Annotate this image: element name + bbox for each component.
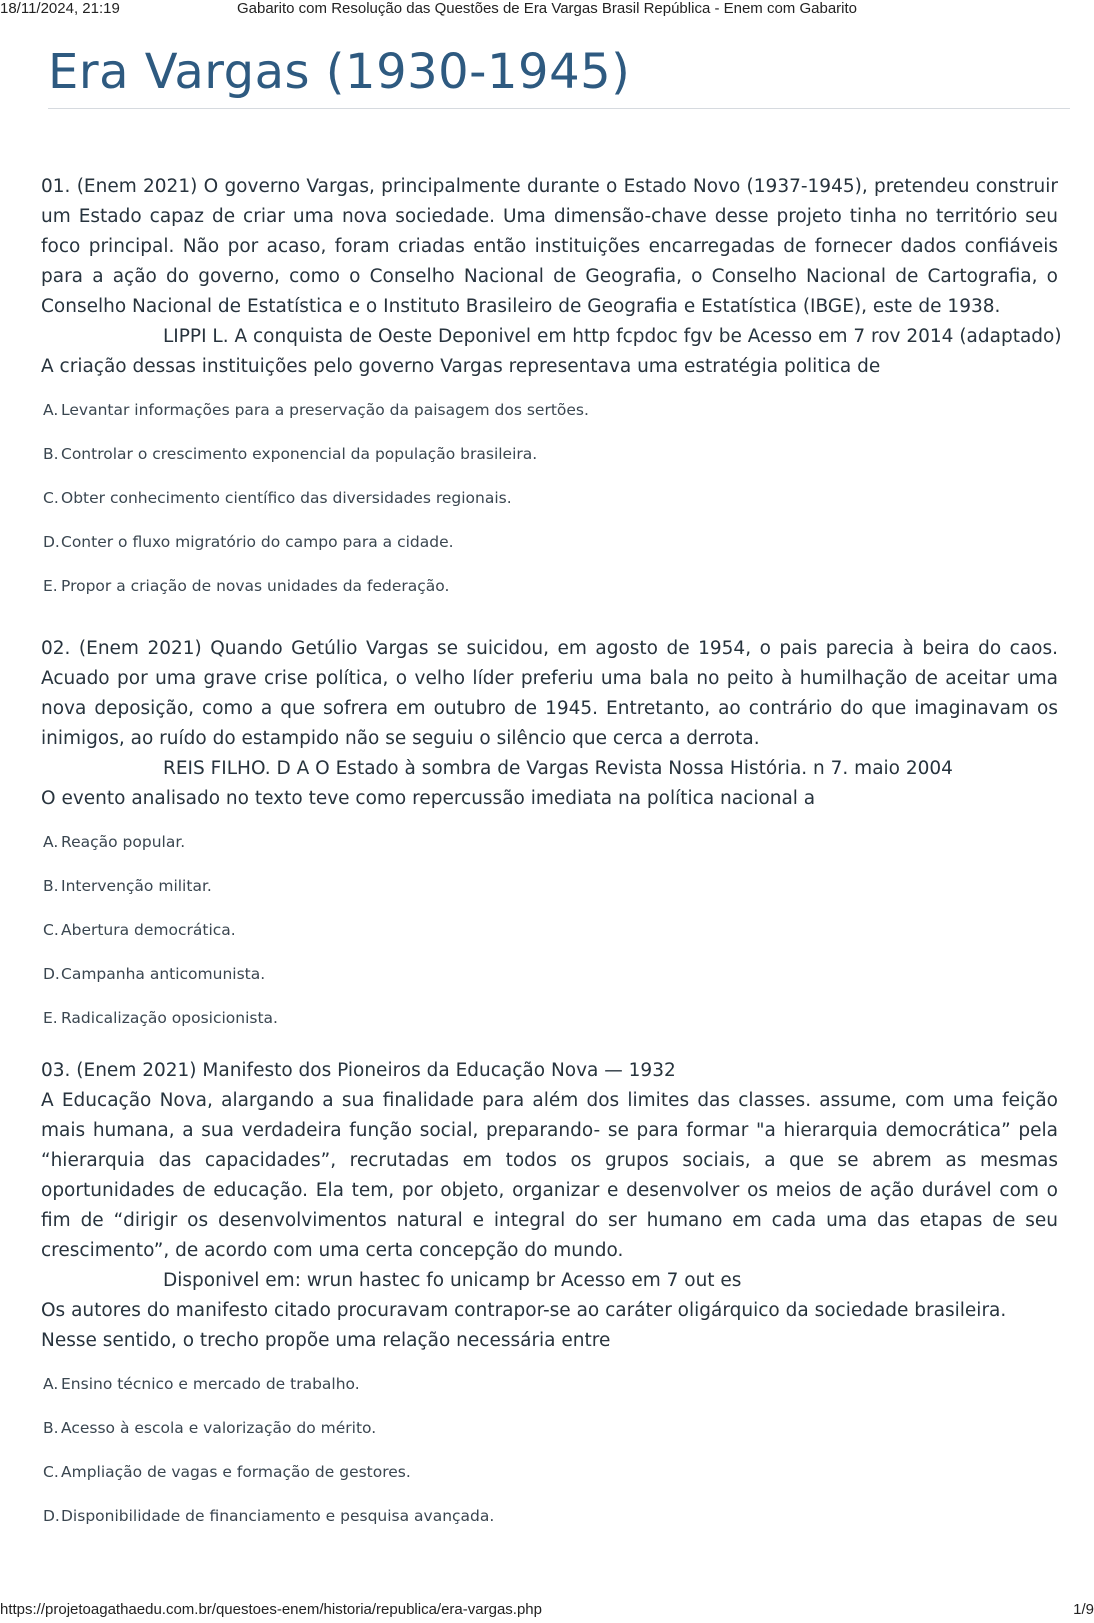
option-e[interactable] <box>41 564 1058 608</box>
option-text: Intervenção militar. <box>61 877 212 895</box>
option-letter: A. <box>43 1375 59 1393</box>
question-02 <box>41 634 1058 1040</box>
page-title: Era Vargas (1930-1945) <box>48 44 631 100</box>
page-number: 1/9 <box>1073 1601 1094 1618</box>
option-letter: A. <box>43 833 59 851</box>
option-letter: B. <box>43 877 59 895</box>
option-a[interactable] <box>41 1362 1058 1406</box>
option-b[interactable] <box>41 432 1058 476</box>
option-text: Ensino técnico e mercado de trabalho. <box>61 1375 360 1393</box>
question-prompt: Nesse sentido, o trecho propõe uma relação necessária entre <box>41 1330 611 1351</box>
option-d[interactable] <box>41 952 1058 996</box>
option-text: Reação popular. <box>61 833 186 851</box>
question-text: 01. (Enem 2021) O governo Vargas, principalmente durante o Estado Novo (1937-1945), pretendeu construir um Estado capaz de criar uma nova sociedade. Uma dimensão-chave desse projeto tinha no território seu foco principal. Não por acaso, foram criadas então instituições encarregadas de fornecer dados confiáveis para a ação do governo, como o Conselho Nacional de Geografia, o Conselho Nacional de Cartografia, o Conselho Nacional de Estatística e o Instituto Brasileiro de Geografia e Estatística (IBGE), este de 1938. <box>41 176 1058 317</box>
page-url[interactable]: https://projetoagathaedu.com.br/questoes-enem/historia/republica/era-vargas.php <box>0 1601 542 1618</box>
question-prompt: Os autores do manifesto citado procuravam contrapor-se ao caráter oligárquico da sociedade brasileira. <box>41 1300 1007 1321</box>
question-source: Disponivel em: wrun hastec fo unicamp br Acesso em 7 out es <box>163 1270 742 1291</box>
option-letter: D. <box>43 965 60 983</box>
question-text: A Educação Nova, alargando a sua finalidade para além dos limites das classes. assume, com uma feição mais humana, a sua verdadeira função social, preparando- se para formar "a hierarquia democrática” pela “hierarquia das capacidades”, recrutadas em todos os grupos sociais, a que se abrem as mesmas oportunidades de educação. Ela tem, por objeto, organizar e desenvolver os meios de ação durável com o fim de “dirigir os desenvolvimentos natural e integral do ser humano em cada uma das etapas de seu crescimento”, de acordo com uma certa concepção do mundo. <box>41 1090 1058 1261</box>
option-a[interactable] <box>41 820 1058 864</box>
option-letter: A. <box>43 401 59 419</box>
option-text: Campanha anticomunista. <box>61 965 266 983</box>
option-letter: C. <box>43 489 59 507</box>
print-datetime: 18/11/2024, 21:19 <box>0 0 120 17</box>
option-text: Abertura democrática. <box>61 921 236 939</box>
question-source: LIPPI L. A conquista de Oeste Deponivel em http fcpdoc fgv be Acesso em 7 rov 2014 (adaptado) <box>163 326 1062 347</box>
option-d[interactable] <box>41 520 1058 564</box>
option-text: Conter o fluxo migratório do campo para a cidade. <box>61 533 454 551</box>
option-letter: D. <box>43 1507 60 1525</box>
option-letter: B. <box>43 445 59 463</box>
answer-options <box>41 1362 1058 1538</box>
option-b[interactable] <box>41 864 1058 908</box>
option-text: Ampliação de vagas e formação de gestores. <box>61 1463 411 1481</box>
print-document-title: Gabarito com Resolução das Questões de Era Vargas Brasil República - Enem com Gabarito <box>236 0 858 17</box>
answer-options <box>41 820 1058 1040</box>
print-header <box>0 0 1094 20</box>
option-text: Disponibilidade de financiamento e pesquisa avançada. <box>61 1507 495 1525</box>
option-letter: E. <box>43 1009 58 1027</box>
option-letter: B. <box>43 1419 59 1437</box>
question-03 <box>41 1056 1058 1538</box>
option-b[interactable] <box>41 1406 1058 1450</box>
option-c[interactable] <box>41 908 1058 952</box>
question-01 <box>41 172 1062 608</box>
option-text: Propor a criação de novas unidades da federação. <box>61 577 450 595</box>
option-letter: E. <box>43 577 58 595</box>
option-text: Radicalização oposicionista. <box>61 1009 278 1027</box>
print-footer <box>0 1601 1094 1621</box>
option-text: Levantar informações para a preservação da paisagem dos sertões. <box>61 401 589 419</box>
option-letter: C. <box>43 921 59 939</box>
answer-options <box>41 388 1058 608</box>
option-c[interactable] <box>41 1450 1058 1494</box>
question-text: 02. (Enem 2021) Quando Getúlio Vargas se suicidou, em agosto de 1954, o pais parecia à beira do caos. Acuado por uma grave crise política, o velho líder preferiu uma bala no peito à humilhação de aceitar uma nova deposição, como a que sofrera em outubro de 1945. Entretanto, ao contrário do que imaginavam os inimigos, ao ruído do estampido não se seguiu o silêncio que cerca a derrota. <box>41 638 1058 749</box>
option-c[interactable] <box>41 476 1058 520</box>
question-prompt: A criação dessas instituições pelo governo Vargas representava uma estratégia politica de <box>41 356 881 377</box>
option-letter: C. <box>43 1463 59 1481</box>
question-prompt: O evento analisado no texto teve como repercussão imediata na política nacional a <box>41 788 816 809</box>
question-source: REIS FILHO. D A O Estado à sombra de Vargas Revista Nossa História. n 7. maio 2004 <box>163 758 953 779</box>
option-text: Acesso à escola e valorização do mérito. <box>61 1419 377 1437</box>
option-a[interactable] <box>41 388 1058 432</box>
option-d[interactable] <box>41 1494 1058 1538</box>
questions-content <box>41 172 1062 1538</box>
title-divider <box>48 108 1070 109</box>
option-text: Obter conhecimento científico das diversidades regionais. <box>61 489 512 507</box>
question-heading: 03. (Enem 2021) Manifesto dos Pioneiros da Educação Nova — 1932 <box>41 1060 676 1081</box>
option-letter: D. <box>43 533 60 551</box>
option-text: Controlar o crescimento exponencial da população brasileira. <box>61 445 538 463</box>
option-e[interactable] <box>41 996 1058 1040</box>
